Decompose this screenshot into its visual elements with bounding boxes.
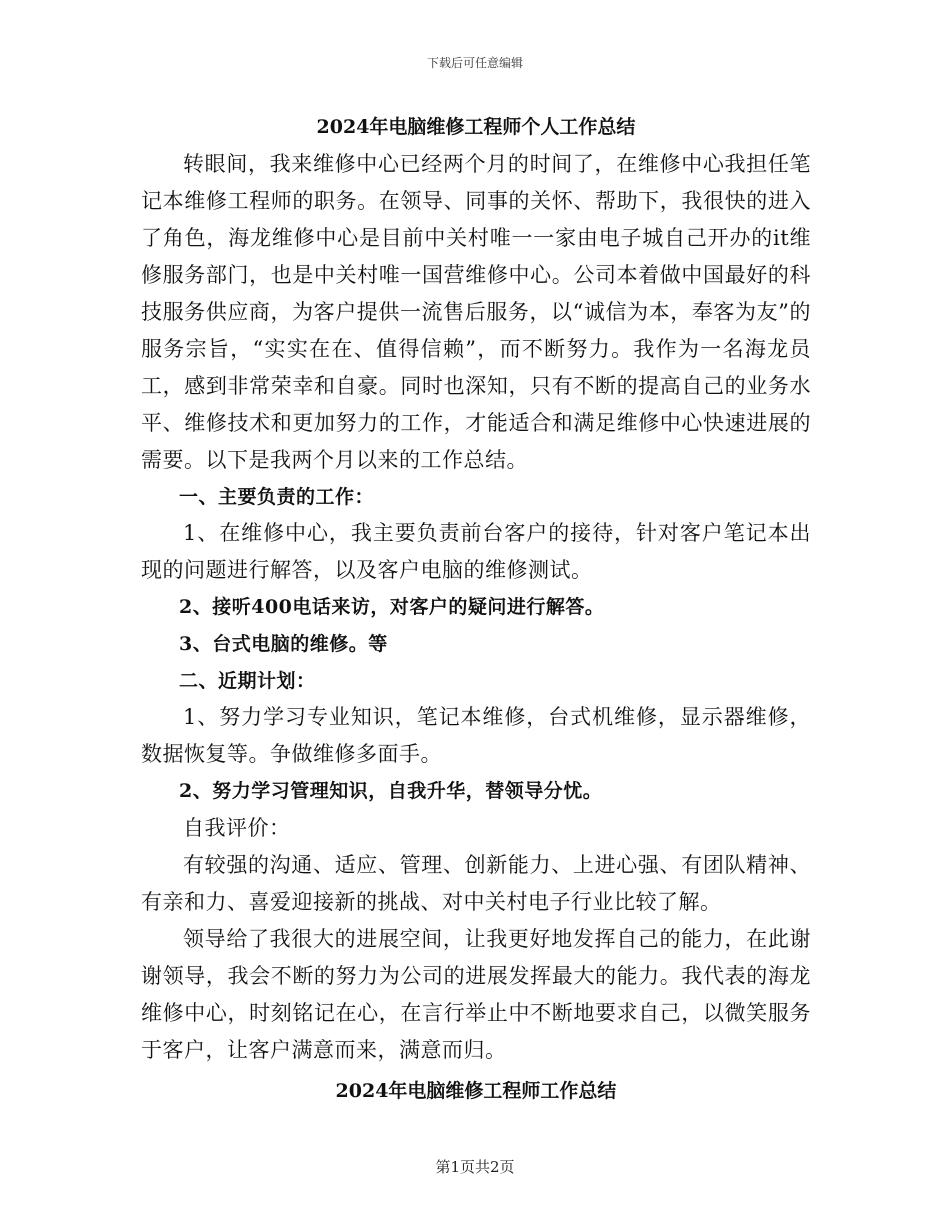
plan-item-2: 2、努力学习管理知识，自我升华，替领导分忧。	[179, 780, 603, 802]
second-document-title: 2024年电脑维修工程师工作总结	[335, 1080, 617, 1102]
responsibility-item-2: 2、接听400电话来访，对客户的疑问进行解答。	[179, 596, 605, 618]
page-header: 下载后可任意编辑	[426, 56, 523, 70]
self-evaluation-label: 自我评价：	[183, 816, 291, 840]
responsibility-item-3: 3、台式电脑的维修。等	[179, 633, 388, 655]
plan-item-1: 1、努力学习专业知识，笔记本维修，台式机维修，显示器维修，数据恢复等。争做维修多面手。	[141, 705, 811, 766]
document-title: 2024年电脑维修工程师个人工作总结	[316, 116, 636, 138]
document-body	[141, 108, 811, 1111]
responsibility-item-1: 1、在维修中心，我主要负责前台客户的接待，针对客户笔记本出现的问题进行解答，以及客户电脑的维修测试。	[141, 521, 811, 582]
self-evaluation-text: 有较强的沟通、适应、管理、创新能力、上进心强、有团队精神、有亲和力、喜爱迎接新的挑战、对中关村电子行业比较了解。	[141, 853, 811, 914]
section-heading-responsibilities: 一、主要负责的工作：	[179, 486, 375, 508]
page-number: 第1页共2页	[435, 1158, 515, 1176]
intro-paragraph: 转眼间，我来维修中心已经两个月的时间了，在维修中心我担任笔记本维修工程师的职务。在领导、同事的关怀、帮助下，我很快的进入了角色，海龙维修中心是目前中关村唯一一家由电子城自己开办的it维修服务部门，也是中关村唯一国营维修中心。公司本着做中国最好的科技服务供应商，为客户提供一流售后服务，以“诚信为本，奉客为友”的服务宗旨，“实实在在、值得信赖”，而不断努力。我作为一名海龙员工，感到非常荣幸和自豪。同时也深知，只有不断的提高自己的业务水平、维修技术和更加努力的工作，才能适合和满足维修中心快速进展的需要。以下是我两个月以来的工作总结。	[141, 152, 811, 472]
section-heading-plans: 二、近期计划：	[179, 670, 316, 692]
closing-paragraph: 领导给了我很大的进展空间，让我更好地发挥自己的能力，在此谢谢领导，我会不断的努力为公司的进展发挥最大的能力。我代表的海龙维修中心，时刻铭记在心，在言行举止中不断地要求自己，以微笑服务于客户，让客户满意而来，满意而归。	[141, 927, 811, 1062]
